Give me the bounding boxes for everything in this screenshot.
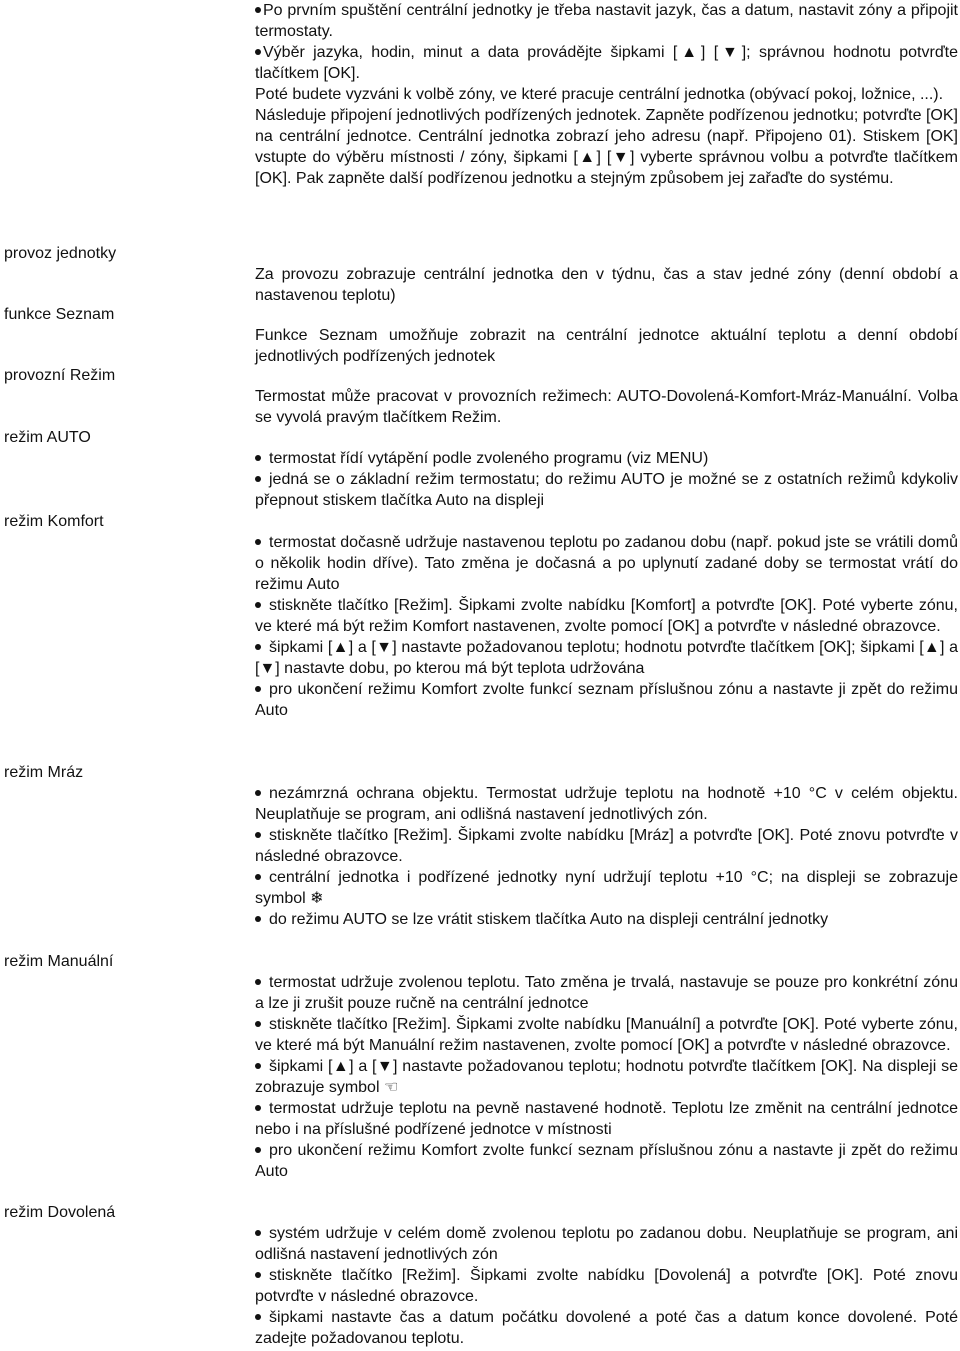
label-rezim-auto: režim AUTO	[4, 429, 91, 446]
bullet-dot-icon	[255, 979, 261, 985]
list-item-text: šipkami [▲] a [▼] nastavte požadovanou teplotu; hodnotu potvrďte tlačítkem [OK]; šipkami [▲] a [▼] nastavte dobu, po kterou má být teplota udržována	[255, 639, 958, 677]
bullet-dot-icon	[255, 455, 261, 461]
list-item-text: termostat dočasně udržuje nastavenou teplotu po zadanou dobu (např. pokud jste se vrátili domů o několik hodin dříve). Tato změna je dočasná a po uplynutí zadané doby se termostat vrátí do režimu Auto	[255, 534, 958, 593]
intro-paragraph: Poté budete vyzváni k volbě zóny, ve které pracuje centrální jednotka (obývací pokoj, ložnice, ...).	[255, 86, 944, 103]
list-item-text: stiskněte tlačítko [Režim]. Šipkami zvolte nabídku [Dovolená] a potvrďte [OK]. Poté znovu potvrďte v následné obrazovce.	[255, 1267, 958, 1305]
list-item	[255, 1307, 958, 1349]
list-item-text: stiskněte tlačítko [Režim]. Šipkami zvolte nabídku [Komfort] a potvrďte [OK]. Poté vyberte zónu, ve které má být režim Komfort nastavenen, zvolte pomocí [OK] a potvrďte v následné obrazovce.	[255, 597, 958, 635]
rezim-text-block	[255, 386, 958, 428]
bullet-dot-icon	[255, 1021, 261, 1027]
bullet-dot-icon	[255, 49, 261, 55]
dovolena-list	[255, 1223, 958, 1349]
mraz-list	[255, 783, 958, 930]
auto-list	[255, 448, 958, 511]
list-item-text: jedná se o základní režim termostatu; do režimu AUTO je možné se z ostatních režimů kdykoliv přepnout stiskem tlačítka Auto na displeji	[255, 471, 958, 509]
list-item	[255, 1140, 958, 1182]
list-item	[255, 783, 958, 825]
list-item-text: pro ukončení režimu Komfort zvolte funkcí seznam příslušnou zónu a nastavte ji zpět do režimu Auto	[255, 681, 958, 719]
list-item-text: termostat udržuje teplotu na pevně nastavené hodnotě. Teplotu lze změnit na centrální jednotce nebo i na příslušné podřízené jednotce v místnosti	[255, 1100, 958, 1138]
intro-bullet-text: Po prvním spuštění centrální jednotky je třeba nastavit jazyk, čas a datum, nastavit zóny a připojit termostaty.	[255, 2, 958, 40]
list-item-text: šipkami [▲] a [▼] nastavte požadovanou teplotu; hodnotu potvrďte tlačítkem [OK]. Na displeji se zobrazuje symbol ☜	[255, 1058, 958, 1096]
list-item	[255, 825, 958, 867]
list-item	[255, 637, 958, 679]
provoz-text-block	[255, 264, 958, 306]
bullet-dot-icon	[255, 874, 261, 880]
label-rezim-manualni: režim Manuální	[4, 953, 114, 970]
seznam-paragraph: Funkce Seznam umožňuje zobrazit na centrální jednotce aktuální teplotu a denní období jednotlivých podřízených jednotek	[255, 327, 958, 365]
bullet-dot-icon	[255, 7, 261, 13]
label-provozni-rezim: provozní Režim	[4, 367, 116, 384]
bullet-dot-icon	[255, 1147, 261, 1153]
list-item-text: nezámrzná ochrana objektu. Termostat udržuje teplotu na hodnotě +10 °C v celém objektu. Neuplatňuje se program, ani odlišná nastavení jednotlivých zón.	[255, 785, 958, 823]
komfort-list	[255, 532, 958, 721]
rezim-paragraph: Termostat může pracovat v provozních režimech: AUTO-Dovolená-Komfort-Mráz-Manuální. Volba se vyvolá pravým tlačítkem Režim.	[255, 388, 958, 426]
list-item-text: stiskněte tlačítko [Režim]. Šipkami zvolte nabídku [Mráz] a potvrďte [OK]. Poté znovu potvrďte v následné obrazovce.	[255, 827, 958, 865]
bullet-dot-icon	[255, 686, 261, 692]
intro-section	[255, 0, 958, 189]
list-item	[255, 448, 958, 469]
label-funkce-seznam: funkce Seznam	[4, 306, 115, 323]
list-item-text: termostat udržuje zvolenou teplotu. Tato změna je trvalá, nastavuje se pouze pro konkrétní zónu a lze ji zrušit pouze ručně na centrální jednotce	[255, 974, 958, 1012]
list-item	[255, 1014, 958, 1056]
list-item	[255, 532, 958, 595]
bullet-dot-icon	[255, 790, 261, 796]
list-item	[255, 469, 958, 511]
intro-bullet	[255, 0, 958, 42]
bullet-dot-icon	[255, 476, 261, 482]
list-item	[255, 1265, 958, 1307]
bullet-dot-icon	[255, 1272, 261, 1278]
bullet-dot-icon	[255, 1063, 261, 1069]
manualni-list	[255, 972, 958, 1182]
list-item	[255, 1056, 958, 1098]
list-item	[255, 1223, 958, 1265]
intro-bullet-text: Výběr jazyka, hodin, minut a data provádějte šipkami [▲] [▼]; správnou hodnotu potvrďte tlačítkem [OK].	[255, 44, 958, 82]
label-rezim-mraz: režim Mráz	[4, 764, 84, 781]
list-item-text: šipkami nastavte čas a datum počátku dovolené a poté čas a datum konce dovolené. Poté zadejte požadovanou teplotu.	[255, 1309, 958, 1347]
list-item	[255, 867, 958, 909]
seznam-text-block	[255, 325, 958, 367]
list-item	[255, 595, 958, 637]
bullet-dot-icon	[255, 916, 261, 922]
bullet-dot-icon	[255, 1230, 261, 1236]
list-item	[255, 909, 958, 930]
list-item-text: termostat řídí vytápění podle zvoleného programu (viz MENU)	[269, 450, 709, 467]
list-item-text: systém udržuje v celém domě zvolenou teplotu po zadanou dobu. Neuplatňuje se program, ani odlišná nastavení jednotlivých zón	[255, 1225, 958, 1263]
bullet-dot-icon	[255, 539, 261, 545]
label-rezim-komfort: režim Komfort	[4, 513, 104, 530]
label-provoz-jednotky: provoz jednotky	[4, 245, 117, 262]
list-item	[255, 972, 958, 1014]
bullet-dot-icon	[255, 602, 261, 608]
bullet-dot-icon	[255, 832, 261, 838]
intro-paragraph: Následuje připojení jednotlivých podřízených jednotek. Zapněte podřízenou jednotku; potvrďte [OK] na centrální jednotce. Centrální jednotka zobrazí jeho adresu (např. Připojeno 01). Stiskem [OK] vstupte do výběru místnosti / zóny, šipkami [▲] [▼] vyberte správnou volbu a potvrďte tlačítkem [OK]. Pak zapněte další podřízenou jednotku a stejným způsobem jej zařaďte do systému.	[255, 107, 958, 187]
list-item-text: centrální jednotka i podřízené jednotky nyní udržují teplotu +10 °C; na displeji se zobrazuje symbol ❄	[255, 869, 958, 907]
list-item	[255, 679, 958, 721]
list-item-text: pro ukončení režimu Komfort zvolte funkcí seznam příslušnou zónu a nastavte ji zpět do režimu Auto	[255, 1142, 958, 1180]
bullet-dot-icon	[255, 1105, 261, 1111]
provoz-paragraph: Za provozu zobrazuje centrální jednotka den v týdnu, čas a stav jedné zóny (denní období a nastavenou teplotu)	[255, 266, 958, 304]
list-item	[255, 1098, 958, 1140]
label-rezim-dovolena: režim Dovolená	[4, 1204, 116, 1221]
list-item-text: do režimu AUTO se lze vrátit stiskem tlačítka Auto na displeji centrální jednotky	[269, 911, 829, 928]
intro-bullet	[255, 42, 958, 84]
bullet-dot-icon	[255, 644, 261, 650]
list-item-text: stiskněte tlačítko [Režim]. Šipkami zvolte nabídku [Manuální] a potvrďte [OK]. Poté vyberte zónu, ve které má být Manuální režim nastavenen, zvolte pomocí [OK] a potvrďte v následné obrazovce.	[255, 1016, 958, 1054]
bullet-dot-icon	[255, 1314, 261, 1320]
